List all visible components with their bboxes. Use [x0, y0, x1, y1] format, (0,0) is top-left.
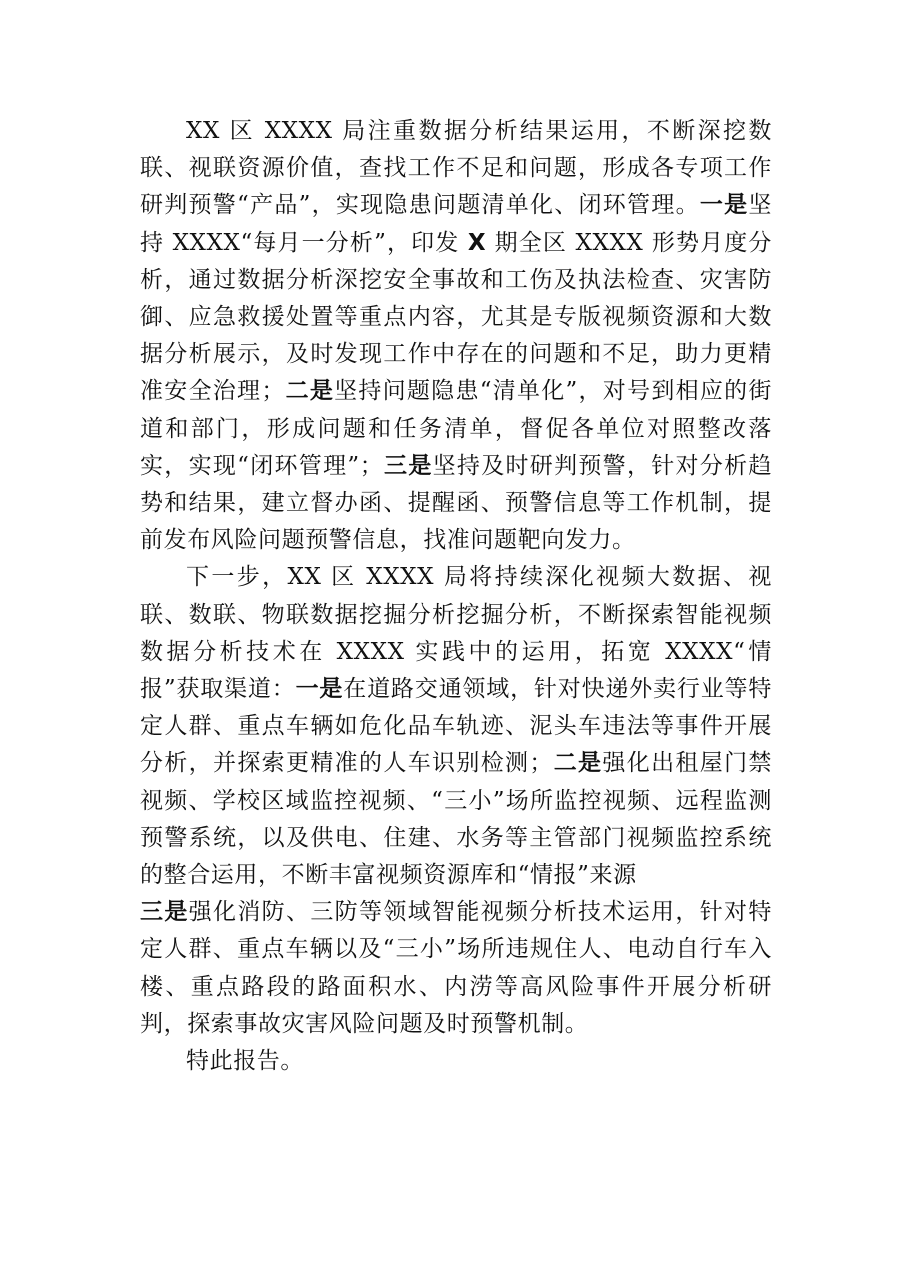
bold-marker-second: 二是: [284, 378, 335, 405]
bold-marker-second: 二是: [552, 750, 603, 777]
paragraph-closing: [140, 1043, 772, 1080]
paragraph-next-steps: [140, 559, 772, 1043]
bold-marker-third: 三是: [383, 452, 433, 479]
document-body: [140, 113, 772, 1080]
text-segment: 坚持问题隐患“清单化”，对号到相应的街道和部门，形成问题和任务清单，督促各单位对照整改落实，实现“闭环管理”；: [140, 378, 772, 479]
text-segment: 坚持及时研判预警，针对分析趋势和结果，建立督办函、提醒函、预警信息等工作机制，提前发布风险问题预警信息，找准问题靶向发力。: [140, 452, 773, 554]
text-segment: 下一步，XX 区 XXXX 局将持续深化视频大数据、视联、数联、物联数据挖掘分析挖掘分析，不断探索智能视频数据分析技术在 XXXX 实践中的运用，拓宽 XXXX“情报”获取渠道：: [140, 564, 772, 703]
bold-marker-first: 一是: [295, 676, 344, 703]
bold-issue-count: X: [467, 229, 487, 256]
bold-marker-first: 一是: [699, 192, 749, 219]
bold-marker-third: 三是: [140, 899, 189, 926]
paragraph-summary: [140, 113, 772, 559]
text-segment: 坚持 XXXX“每月一分析”，印发: [140, 192, 772, 256]
text-segment: 期全区 XXXX 形势月度分析，通过数据分析深挖安全事故和工伤及执法检查、灾害防御、应急救援处置等重点内容，尤其是专版视频资源和大数据分析展示，及时发现工作中存在的问题和不足，助力更精准安全治理；: [140, 229, 772, 405]
text-segment: 强化出租屋门禁视频、学校区域监控视频、“三小”场所监控视频、远程监测预警系统，以及供电、住建、水务等主管部门视频监控系统的整合运用，不断丰富视频资源库和“情报”来源: [140, 750, 773, 889]
text-segment: 在道路交通领域，针对快递外卖行业等特定人群、重点车辆如危化品车轨迹、泥头车违法等事件开展分析，并探索更精准的人车识别检测；: [140, 676, 772, 777]
closing-text: 特此报告。: [186, 1048, 304, 1075]
text-segment: XX 区 XXXX 局注重数据分析结果运用，不断深挖数联、视联资源价值，查找工作不足和问题，形成各专项工作研判预警“产品”，实现隐患问题清单化、闭环管理。: [140, 118, 772, 219]
text-segment: 强化消防、三防等领域智能视频分析技术运用，针对特定人群、重点车辆以及“三小”场所违规住人、电动自行车入楼、重点路段的路面积水、内涝等高风险事件开展分析研判，探索事故灾害风险问题及时预警机制。: [140, 899, 772, 1037]
